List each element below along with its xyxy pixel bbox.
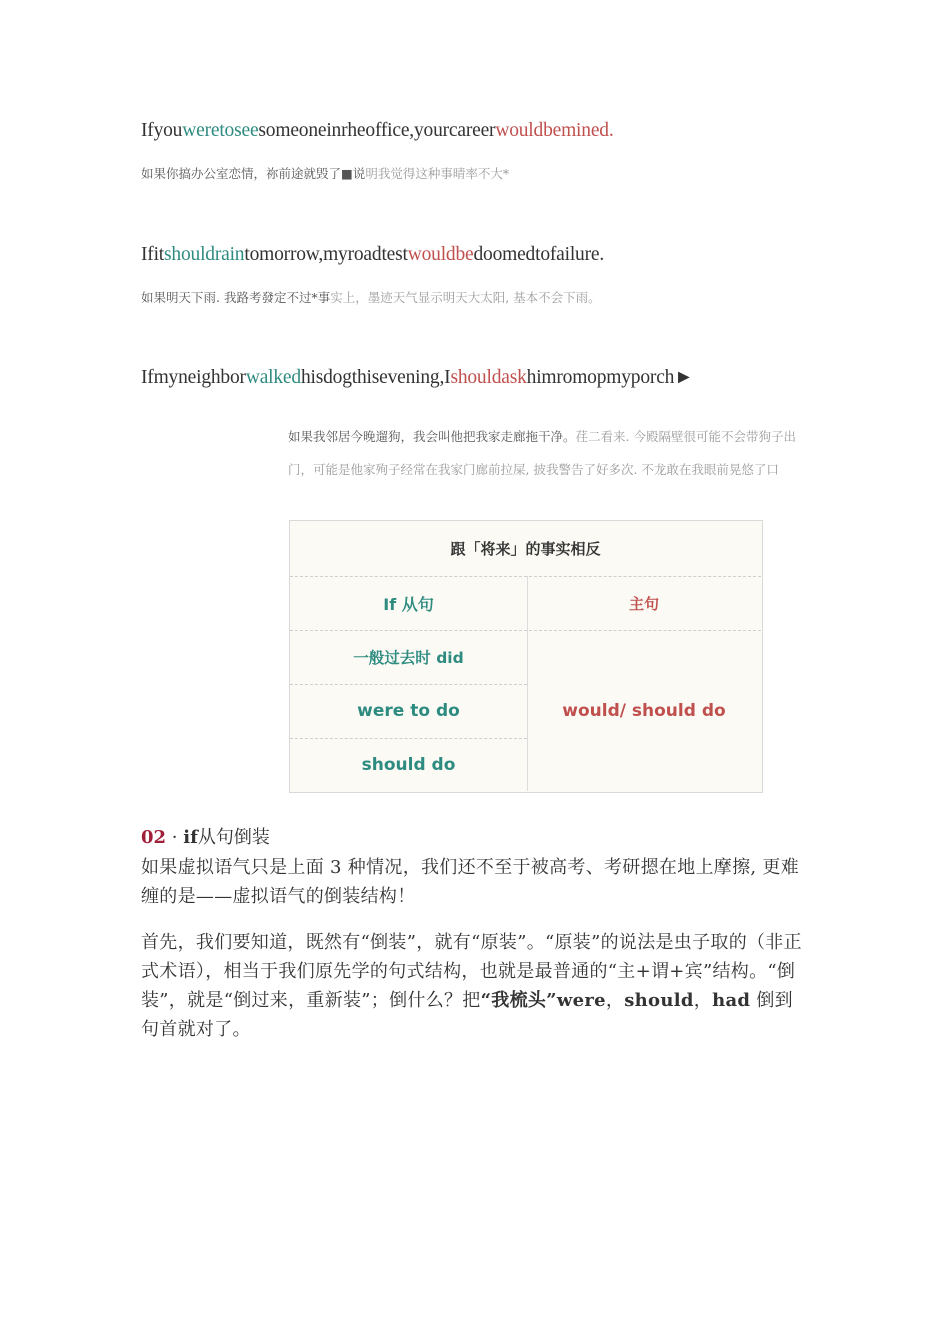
plain-text: Ifyou (141, 120, 183, 141)
main-clause-verb: wouldbe (407, 244, 474, 265)
plain-text: tomorrow,myroadtest (244, 244, 408, 265)
section-number: 02 (141, 827, 167, 848)
translation-note: 荏二看来. 今殿隔壁很可能不会带狗子出门，可能是他家殉子经常在我家门廊前拉屎, 披我警告了好多次. 不龙敢在我眼前晃悠了口 (288, 429, 796, 477)
paragraph-text: 倒到句首就对了。 (141, 990, 793, 1040)
translation-note: 明我觉得这种事晴率不大* (365, 166, 510, 181)
emphasis-text: “我梳头”were (480, 990, 606, 1011)
section-dot: · (166, 827, 184, 848)
table-row-past-tense: 一般过去时 did (353, 649, 464, 667)
plain-text: Ifit (141, 244, 165, 265)
separator: ， (693, 990, 713, 1011)
section-title: 从句倒装 (197, 827, 270, 848)
plain-text: someoneinrheoffice,yourcareer (258, 120, 496, 141)
header-if-clause: If 从句 (383, 594, 434, 614)
translation-text: 如果我邻居今晚遛狗，我会叫他把我家走廊拖干净。 (288, 429, 576, 444)
table-title: 跟「将来」的事实相反 (450, 540, 601, 558)
section-heading (141, 823, 270, 849)
example3-translation (288, 420, 818, 486)
grammar-table (289, 520, 763, 793)
column-divider (527, 576, 528, 791)
plain-text: hisdogthisevening,I (300, 367, 451, 388)
table-main-clause-form: would/ should do (562, 700, 726, 721)
main-clause-verb: wouldbemined. (495, 120, 614, 141)
example1-translation (141, 164, 509, 182)
translation-note: 实上，墨迹天气显示明天大太阳, 基本不会下雨。 (330, 290, 601, 305)
plain-text: doomedtofailure. (473, 244, 605, 265)
emphasis-text: had (712, 990, 751, 1011)
section-keyword: if (183, 827, 198, 848)
example1-sentence (141, 120, 614, 142)
if-clause-verb: shouldrain (164, 244, 245, 265)
emphasis-text: should (624, 990, 694, 1011)
table-row-should: should do (361, 754, 456, 775)
header-main-clause: 主句 (628, 594, 659, 613)
example2-translation (141, 288, 601, 306)
main-clause-verb: shouldask (450, 367, 527, 388)
translation-text: 如果明天下雨. 我路考發定不过*事 (141, 290, 331, 305)
separator: ， (605, 990, 625, 1011)
if-clause-verb: weretosee (182, 120, 259, 141)
plain-text: himromopmyporch► (526, 367, 694, 388)
paragraph-2 (141, 928, 811, 1044)
plain-text: Ifmyneighbor (141, 367, 246, 388)
if-clause-verb: walked (245, 367, 301, 388)
table-row-were-to: were to do (357, 701, 460, 721)
example3-sentence (141, 367, 693, 389)
translation-text: 如果你搞办公室恋情，祢前途就毁了■说 (141, 166, 366, 181)
paragraph-text: 首先，我们要知道，既然有“倒装”，就有“原装”。“原装”的说法是虫子取的（非正式术语），相当于我们原先学的句式结构，也就是最普通的“主+谓+宾”结构。“倒装”，就是“倒过来，重新装”；倒什么？把 (141, 932, 802, 1011)
example2-sentence (141, 244, 604, 266)
paragraph-1: 如果虚拟语气只是上面 3 种情况，我们还不至于被高考、考研摁在地上摩擦, 更难缠的是——虚拟语气的倒装结构！ (141, 857, 800, 907)
